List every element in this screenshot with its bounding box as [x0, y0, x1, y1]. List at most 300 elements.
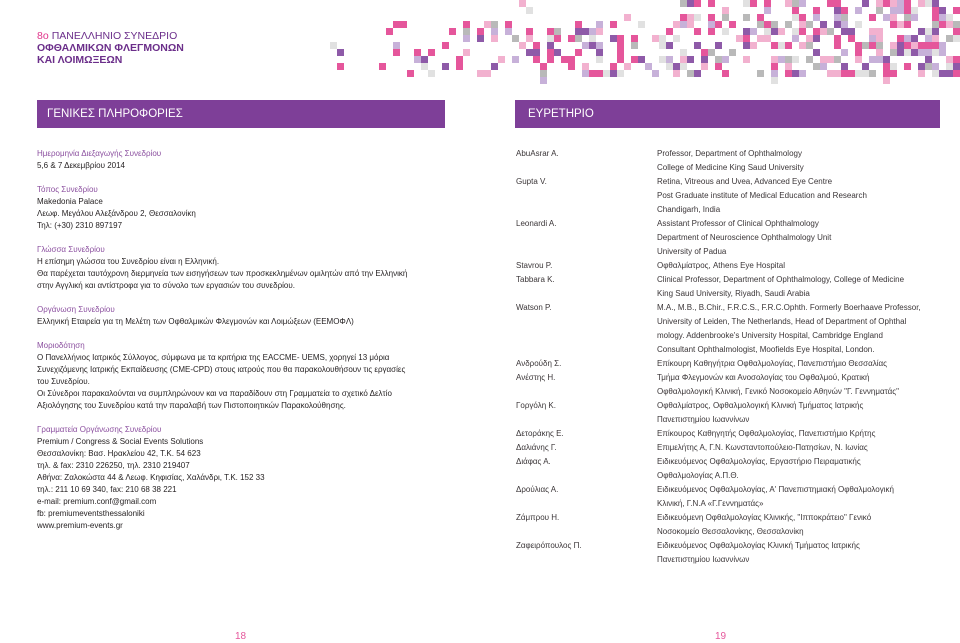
- block-line: Οι Σύνεδροι παρακαλούνται να συμπληρώνουν και να παραδίδουν στη Γραμματεία το σχετικό Δελτίο: [37, 389, 392, 398]
- index-entry: [516, 511, 956, 539]
- mosaic-tile: [659, 42, 666, 49]
- mosaic-tile: [554, 49, 561, 56]
- mosaic-tile: [617, 49, 624, 56]
- mosaic-tile: [687, 14, 694, 21]
- mosaic-tile: [596, 42, 603, 49]
- mosaic-tile: [939, 49, 946, 56]
- mosaic-tile: [638, 56, 645, 63]
- mosaic-tile: [932, 7, 939, 14]
- mosaic-tile: [708, 14, 715, 21]
- mosaic-tile: [512, 56, 519, 63]
- index-name: Leonardi A.: [516, 219, 557, 228]
- mosaic-tile: [820, 56, 827, 63]
- index-entry: [516, 539, 956, 567]
- mosaic-tile: [946, 63, 953, 70]
- mosaic-tile: [680, 21, 687, 28]
- mosaic-tile: [757, 14, 764, 21]
- mosaic-tile: [337, 63, 344, 70]
- mosaic-tile: [890, 0, 897, 7]
- index-line: Ειδικευόμενος Οφθαλμολογίας, Εργαστήριο Πειραματικής: [657, 457, 861, 466]
- mosaic-tile: [596, 70, 603, 77]
- mosaic-tile: [953, 28, 960, 35]
- mosaic-tile: [715, 63, 722, 70]
- index-line: Οφθαλμίατρος, Οφθαλμολογική Κλινική Τμήματος Ιατρικής: [657, 401, 864, 410]
- mosaic-tile: [953, 56, 960, 63]
- mosaic-tile: [932, 42, 939, 49]
- block-line: Αθήνα: Ζαλοκώστα 44 & Λεωφ. Κηφισίας, Χαλάνδρι, Τ.Κ. 152 33: [37, 473, 265, 482]
- mosaic-tile: [841, 63, 848, 70]
- index-line: Chandigarh, India: [657, 205, 721, 214]
- info-block-date: [37, 148, 447, 172]
- mosaic-tile: [785, 56, 792, 63]
- mosaic-tile: [820, 28, 827, 35]
- mosaic-tile: [596, 21, 603, 28]
- mosaic-tile: [918, 63, 925, 70]
- mosaic-tile: [589, 42, 596, 49]
- mosaic-tile: [904, 7, 911, 14]
- mosaic-tile: [764, 35, 771, 42]
- mosaic-tile: [750, 28, 757, 35]
- mosaic-tile: [771, 42, 778, 49]
- conference-title-line-2: ΟΦΘΑΛΜΙΚΩΝ ΦΛΕΓΜΟΝΩΝ: [37, 42, 184, 54]
- mosaic-tile: [883, 14, 890, 21]
- index-name: Ανδρούδη Σ.: [516, 359, 562, 368]
- mosaic-tile: [421, 63, 428, 70]
- mosaic-tile: [575, 21, 582, 28]
- mosaic-tile: [582, 63, 589, 70]
- mosaic-tile: [743, 56, 750, 63]
- mosaic-tile: [862, 0, 869, 7]
- mosaic-tile: [582, 42, 589, 49]
- mosaic-tile: [610, 70, 617, 77]
- mosaic-tile: [904, 42, 911, 49]
- mosaic-tile: [757, 70, 764, 77]
- mosaic-tile: [778, 28, 785, 35]
- mosaic-tile: [526, 7, 533, 14]
- mosaic-tile: [813, 49, 820, 56]
- mosaic-tile: [708, 0, 715, 7]
- mosaic-tile: [428, 49, 435, 56]
- mosaic-tile: [722, 70, 729, 77]
- mosaic-tile: [589, 70, 596, 77]
- block-heading: Τόπος Συνεδρίου: [37, 185, 98, 194]
- mosaic-tile: [946, 56, 953, 63]
- index-entry: [516, 371, 956, 399]
- mosaic-tile: [666, 28, 673, 35]
- mosaic-tile: [610, 21, 617, 28]
- mosaic-tile: [925, 63, 932, 70]
- block-line: Συνεχιζόμενης Ιατρικής Εκπαίδευσης (CME-CPD) στους ιατρούς που θα παρακολουθήσουν τις εργασίες: [37, 365, 406, 374]
- mosaic-tile: [547, 28, 554, 35]
- mosaic-tile: [869, 35, 876, 42]
- mosaic-tile: [638, 21, 645, 28]
- mosaic-tile: [799, 28, 806, 35]
- mosaic-tile: [778, 42, 785, 49]
- mosaic-tile: [799, 70, 806, 77]
- index-name: Διάφας Α.: [516, 457, 551, 466]
- mosaic-tile: [946, 21, 953, 28]
- block-heading: Γραμματεία Οργάνωσης Συνεδρίου: [37, 425, 162, 434]
- mosaic-tile: [827, 28, 834, 35]
- mosaic-tile: [911, 35, 918, 42]
- mosaic-tile: [498, 56, 505, 63]
- block-line: στην Αγγλική και αντίστροφα για το σύνολο των εργασιών του συνεδρίου.: [37, 281, 295, 290]
- section-bar-general-info: ΓΕΝΙΚΕΣ ΠΛΗΡΟΦΟΡΙΕΣ: [37, 100, 445, 128]
- mosaic-tile: [806, 35, 813, 42]
- mosaic-tile: [673, 35, 680, 42]
- mosaic-tile: [799, 21, 806, 28]
- mosaic-tile: [813, 63, 820, 70]
- mosaic-tile: [925, 28, 932, 35]
- mosaic-tile: [834, 42, 841, 49]
- mosaic-tile: [932, 49, 939, 56]
- mosaic-tile: [792, 70, 799, 77]
- mosaic-tile: [869, 70, 876, 77]
- mosaic-tile: [722, 14, 729, 21]
- mosaic-tile: [883, 77, 890, 84]
- conference-title: [37, 30, 184, 66]
- mosaic-tile: [890, 49, 897, 56]
- mosaic-tile: [484, 70, 491, 77]
- index-name: AbuAsrar A.: [516, 149, 559, 158]
- mosaic-tile: [330, 42, 337, 49]
- mosaic-tile: [953, 63, 960, 70]
- mosaic-tile: [673, 21, 680, 28]
- mosaic-tile: [925, 56, 932, 63]
- index-name: Γοργόλη Κ.: [516, 401, 556, 410]
- index-line: Ειδικευόμενος Οφθαλμολογίας, Α' Πανεπιστημιακή Οφθαλμολογική: [657, 485, 894, 494]
- index-description: [657, 441, 868, 455]
- block-line: Makedonia Palace: [37, 197, 103, 206]
- index-description: [657, 427, 875, 441]
- mosaic-tile: [764, 7, 771, 14]
- general-info-column: [37, 148, 447, 532]
- mosaic-tile: [743, 35, 750, 42]
- mosaic-tile: [869, 42, 876, 49]
- block-heading: Μοριοδότηση: [37, 341, 85, 350]
- mosaic-tile: [946, 35, 953, 42]
- index-entry: [516, 217, 956, 259]
- mosaic-tile: [841, 7, 848, 14]
- index-line: Clinical Professor, Department of Ophthalmology, College of Medicine: [657, 275, 905, 284]
- mosaic-tile: [456, 63, 463, 70]
- mosaic-tile: [708, 21, 715, 28]
- mosaic-tile: [456, 56, 463, 63]
- mosaic-tile: [925, 49, 932, 56]
- mosaic-tile: [603, 70, 610, 77]
- mosaic-tile: [799, 0, 806, 7]
- mosaic-tile: [848, 28, 855, 35]
- index-line: Οφθαλμολογίας Α.Π.Θ.: [657, 471, 739, 480]
- mosaic-tile: [722, 28, 729, 35]
- index-line: Επίκουρη Καθηγήτρια Οφθαλμολογίας, Πανεπιστήμιο Θεσσαλίας: [657, 359, 887, 368]
- block-line: Τηλ: (+30) 2310 897197: [37, 221, 123, 230]
- mosaic-tile: [743, 28, 750, 35]
- info-block-language: [37, 244, 447, 292]
- mosaic-tile: [624, 14, 631, 21]
- mosaic-tile: [428, 70, 435, 77]
- mosaic-tile: [834, 0, 841, 7]
- mosaic-tile: [932, 14, 939, 21]
- mosaic-tile: [785, 0, 792, 7]
- info-block-secretariat: [37, 424, 447, 532]
- mosaic-tile: [708, 28, 715, 35]
- edition-number: 8ο: [37, 30, 49, 42]
- info-block-organizer: [37, 304, 447, 328]
- mosaic-tile: [337, 49, 344, 56]
- mosaic-tile: [855, 56, 862, 63]
- mosaic-tile: [596, 49, 603, 56]
- mosaic-tile: [701, 49, 708, 56]
- index-line: Επιμελήτης Α, Γ.Ν. Κωνσταντοπούλειο-Πατησίων, Ν. Ιωνίας: [657, 443, 868, 452]
- mosaic-tile: [533, 49, 540, 56]
- index-description: [657, 511, 871, 539]
- mosaic-tile: [624, 63, 631, 70]
- mosaic-tile: [855, 70, 862, 77]
- mosaic-tile: [792, 14, 799, 21]
- mosaic-tile: [687, 70, 694, 77]
- mosaic-tile: [890, 42, 897, 49]
- mosaic-tile: [834, 7, 841, 14]
- mosaic-tile: [743, 14, 750, 21]
- mosaic-tile: [932, 0, 939, 7]
- mosaic-tile: [722, 56, 729, 63]
- index-name: Stavrou P.: [516, 261, 553, 270]
- index-line: Department of Neuroscience Ophthalmology Unit: [657, 233, 832, 242]
- index-line: Οφθαλμολογική Κλινική, Γενικό Νοσοκομείο Αθηνών "Γ. Γεννηματάς": [657, 387, 899, 396]
- mosaic-tile: [414, 56, 421, 63]
- mosaic-tile: [876, 35, 883, 42]
- index-entry: [516, 259, 956, 273]
- mosaic-tile: [953, 7, 960, 14]
- mosaic-tile: [820, 63, 827, 70]
- mosaic-tile: [876, 28, 883, 35]
- index-entry: [516, 357, 956, 371]
- mosaic-tile: [477, 28, 484, 35]
- mosaic-tile: [953, 70, 960, 77]
- index-line: University of Leiden, The Netherlands, Head of Department of Ophthal: [657, 317, 907, 326]
- mosaic-tile: [771, 63, 778, 70]
- mosaic-tile: [904, 35, 911, 42]
- index-description: [657, 357, 887, 371]
- mosaic-tile: [785, 63, 792, 70]
- mosaic-tile: [813, 28, 820, 35]
- mosaic-tile: [792, 7, 799, 14]
- mosaic-tile: [400, 21, 407, 28]
- mosaic-tile: [540, 63, 547, 70]
- index-description: [657, 147, 804, 175]
- mosaic-tile: [729, 49, 736, 56]
- mosaic-tile: [918, 28, 925, 35]
- block-line: του Συνεδρίου.: [37, 377, 90, 386]
- mosaic-tile: [617, 70, 624, 77]
- info-block-cme-credits: [37, 340, 447, 412]
- mosaic-tile: [876, 56, 883, 63]
- mosaic-tile: [869, 56, 876, 63]
- index-name: Δετοράκης Ε.: [516, 429, 564, 438]
- mosaic-tile: [890, 63, 897, 70]
- mosaic-tile: [533, 42, 540, 49]
- mosaic-tile: [764, 21, 771, 28]
- mosaic-tile: [841, 21, 848, 28]
- index-line: Ειδικευόμενος Οφθαλμολογίας Κλινική Τμήματος Ιατρικής: [657, 541, 860, 550]
- index-description: [657, 175, 867, 217]
- mosaic-tile: [589, 28, 596, 35]
- mosaic-tile: [785, 42, 792, 49]
- index-line: Consultant Ophthalmologist, Moofields Eye Hospital, London.: [657, 345, 875, 354]
- mosaic-tile: [799, 14, 806, 21]
- mosaic-tile: [463, 28, 470, 35]
- mosaic-tile: [897, 42, 904, 49]
- mosaic-tile: [680, 0, 687, 7]
- mosaic-tile: [666, 56, 673, 63]
- mosaic-tile: [757, 21, 764, 28]
- index-line: Τμήμα Φλεγμονών και Ανοσολογίας του Οφθαλμού, Κρατική: [657, 373, 870, 382]
- mosaic-tile: [757, 35, 764, 42]
- mosaic-tile: [743, 42, 750, 49]
- mosaic-tile: [869, 14, 876, 21]
- mosaic-tile: [911, 14, 918, 21]
- index-name: Gupta V.: [516, 177, 547, 186]
- index-entry: [516, 441, 956, 455]
- index-entry: [516, 301, 956, 357]
- mosaic-tile: [925, 42, 932, 49]
- index-description: [657, 217, 831, 259]
- mosaic-tile: [687, 21, 694, 28]
- facebook-text: fb: premiumeventsthessaloniki: [37, 509, 145, 518]
- block-heading: Γλώσσα Συνεδρίου: [37, 245, 105, 254]
- mosaic-tile: [813, 7, 820, 14]
- mosaic-tile: [876, 0, 883, 7]
- block-line: Ελληνική Εταιρεία για τη Μελέτη των Οφθαλμικών Φλεγμονών και Λοιμώξεων (ΕΕΜΟΦΛ): [37, 317, 354, 326]
- mosaic-tile: [771, 21, 778, 28]
- index-line: Assistant Professor of Clinical Ophthalmology: [657, 219, 819, 228]
- block-heading: Ημερομηνία Διεξαγωγής Συνεδρίου: [37, 149, 162, 158]
- mosaic-tile: [442, 63, 449, 70]
- mosaic-tile: [883, 63, 890, 70]
- index-line: Πανεπιστημίου Ιωαννίνων: [657, 415, 750, 424]
- index-entry: [516, 399, 956, 427]
- mosaic-tile: [918, 49, 925, 56]
- mosaic-tile: [939, 21, 946, 28]
- index-line: Νοσοκομείο Θεσσαλονίκης, Θεσσαλονίκη: [657, 527, 804, 536]
- mosaic-tile: [939, 14, 946, 21]
- mosaic-tile: [596, 28, 603, 35]
- mosaic-tile: [477, 35, 484, 42]
- index-name: Ζάμπρου Η.: [516, 513, 560, 522]
- mosaic-tile: [680, 14, 687, 21]
- mosaic-tile: [918, 42, 925, 49]
- conference-title-line-1: [37, 30, 184, 42]
- mosaic-tile: [806, 21, 813, 28]
- mosaic-tile: [694, 28, 701, 35]
- mosaic-tile: [834, 35, 841, 42]
- mosaic-tile: [575, 28, 582, 35]
- index-description: [657, 301, 921, 357]
- mosaic-tile: [449, 28, 456, 35]
- index-line: Οφθαλμίατρος, Athens Eye Hospital: [657, 261, 785, 270]
- block-line: Premium / Congress & Social Events Solutions: [37, 437, 204, 446]
- mosaic-tile: [820, 21, 827, 28]
- index-line: Retina, Vitreous and Uvea, Advanced Eye Centre: [657, 177, 833, 186]
- mosaic-tile: [911, 42, 918, 49]
- mosaic-tile: [610, 63, 617, 70]
- info-block-venue: [37, 184, 447, 232]
- mosaic-tile: [715, 21, 722, 28]
- index-description: [657, 273, 904, 301]
- mosaic-tile: [841, 70, 848, 77]
- mosaic-tile: [673, 70, 680, 77]
- index-column: [516, 147, 956, 567]
- mosaic-tile: [904, 14, 911, 21]
- mosaic-tile: [897, 35, 904, 42]
- conference-title-line-3: ΚΑΙ ΛΟΙΜΩΞΕΩΝ: [37, 54, 123, 66]
- mosaic-tile: [792, 35, 799, 42]
- mosaic-tile: [540, 77, 547, 84]
- mosaic-tile: [568, 63, 575, 70]
- mosaic-tile: [876, 7, 883, 14]
- mosaic-tile: [897, 21, 904, 28]
- index-line: University of Padua: [657, 247, 727, 256]
- block-line: Αξιολόγησης του Συνεδρίου κατά την παραλαβή των Πιστοποιητικών Παρακολούθησης.: [37, 401, 346, 410]
- mosaic-tile: [862, 63, 869, 70]
- mosaic-tile: [484, 21, 491, 28]
- mosaic-tile: [890, 14, 897, 21]
- mosaic-tile: [855, 49, 862, 56]
- mosaic-tile: [792, 28, 799, 35]
- page-number-right: 19: [715, 631, 727, 642]
- index-line: M.A., M.B., B.Chir., F.R.C.S., F.R.C.Ophth. Formerly Boerhaave Professor,: [657, 303, 921, 312]
- index-description: [657, 483, 894, 511]
- mosaic-tile: [883, 70, 890, 77]
- index-line: Κλινική, Γ.Ν.Α «Γ.Γεννηματάς»: [657, 499, 764, 508]
- page-number-left: 18: [235, 631, 247, 642]
- mosaic-tile: [659, 35, 666, 42]
- mosaic-tile: [701, 56, 708, 63]
- block-heading: Οργάνωση Συνεδρίου: [37, 305, 115, 314]
- email-text: e-mail: premium.conf@gmail.com: [37, 497, 157, 506]
- mosaic-tile: [848, 35, 855, 42]
- mosaic-tile: [904, 0, 911, 7]
- mosaic-tile: [512, 35, 519, 42]
- mosaic-tile: [932, 28, 939, 35]
- mosaic-tile: [442, 42, 449, 49]
- index-entry: [516, 147, 956, 175]
- mosaic-tile: [491, 35, 498, 42]
- mosaic-tile: [764, 0, 771, 7]
- mosaic-tile: [750, 0, 757, 7]
- mosaic-tile: [939, 42, 946, 49]
- mosaic-tile: [771, 77, 778, 84]
- mosaic-tile: [918, 0, 925, 7]
- mosaic-tile: [540, 70, 547, 77]
- mosaic-tile: [904, 49, 911, 56]
- mosaic-tile: [554, 35, 561, 42]
- mosaic-tile: [750, 42, 757, 49]
- mosaic-tile: [694, 70, 701, 77]
- mosaic-tile: [477, 70, 484, 77]
- index-description: [657, 399, 863, 427]
- mosaic-tile: [778, 56, 785, 63]
- index-line: Πανεπιστημίου Ιωαννίνων: [657, 555, 750, 564]
- mosaic-tile: [932, 63, 939, 70]
- index-line: King Saud University, Riyadh, Saudi Arabia: [657, 289, 810, 298]
- mosaic-tile: [932, 35, 939, 42]
- mosaic-tile: [876, 49, 883, 56]
- block-line: Λεωφ. Μεγάλου Αλεξάνδρου 2, Θεσσαλονίκη: [37, 209, 196, 218]
- mosaic-tile: [785, 21, 792, 28]
- mosaic-tile: [701, 63, 708, 70]
